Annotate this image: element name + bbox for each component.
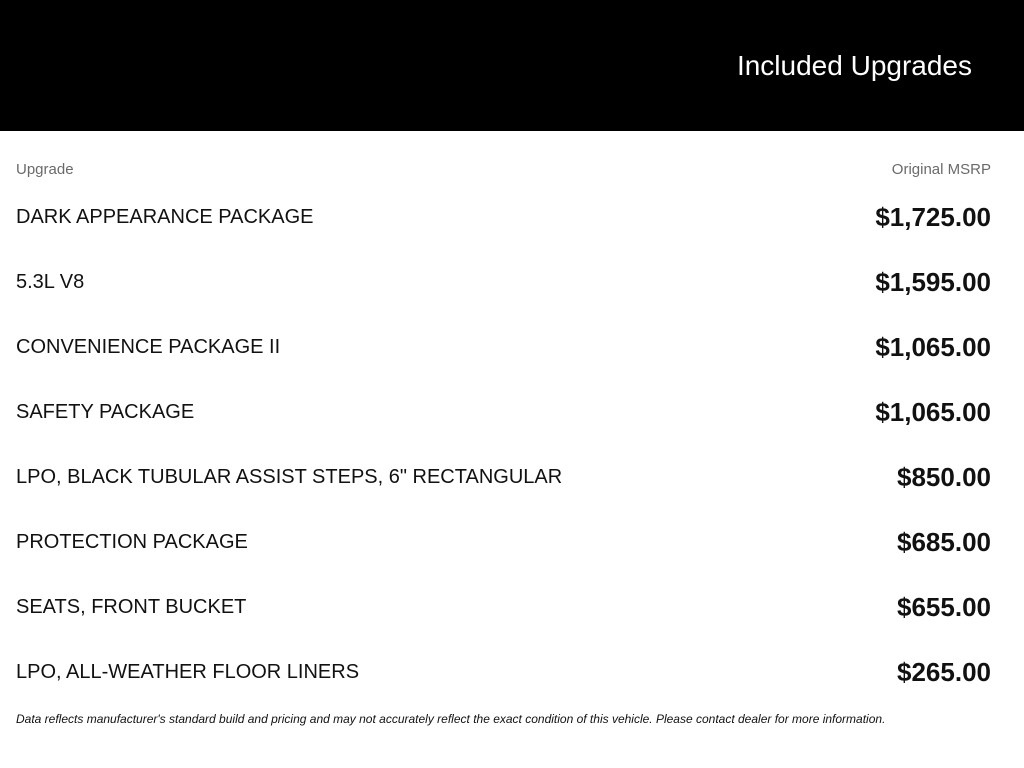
upgrade-price: $1,595.00 [875, 267, 991, 297]
upgrade-row [16, 250, 991, 315]
upgrade-row [16, 380, 991, 445]
upgrade-name: DARK APPEARANCE PACKAGE [16, 206, 314, 228]
column-headers [16, 159, 991, 181]
column-header-original-msrp: Original MSRP [891, 161, 991, 178]
page-title: Included Upgrades [736, 50, 972, 81]
upgrades-list [16, 185, 991, 705]
upgrade-name: PROTECTION PACKAGE [16, 531, 248, 553]
header-bar [0, 0, 1024, 131]
upgrade-price: $1,725.00 [875, 202, 991, 232]
column-header-upgrade: Upgrade [16, 161, 74, 178]
upgrade-row [16, 510, 991, 575]
upgrade-row [16, 315, 991, 380]
upgrade-name: LPO, BLACK TUBULAR ASSIST STEPS, 6" RECTANGULAR [16, 466, 563, 488]
upgrade-price: $850.00 [897, 462, 991, 492]
upgrade-name: CONVENIENCE PACKAGE II [16, 336, 281, 358]
upgrade-price: $685.00 [897, 527, 991, 557]
upgrade-row [16, 185, 991, 250]
upgrade-name: SEATS, FRONT BUCKET [16, 596, 247, 618]
upgrade-row [16, 640, 991, 705]
upgrade-price: $655.00 [897, 592, 991, 622]
upgrade-name: SAFETY PACKAGE [16, 401, 195, 423]
upgrade-row [16, 575, 991, 640]
upgrade-row [16, 445, 991, 510]
upgrade-price: $265.00 [897, 657, 991, 687]
upgrade-name: LPO, ALL-WEATHER FLOOR LINERS [16, 661, 360, 683]
upgrade-name: 5.3L V8 [16, 271, 85, 293]
upgrade-price: $1,065.00 [875, 332, 991, 362]
disclaimer-text: Data reflects manufacturer's standard build and pricing and may not accurately reflect the exact condition of this vehicle. Please contact dealer for more information. [16, 712, 886, 726]
upgrade-price: $1,065.00 [875, 397, 991, 427]
